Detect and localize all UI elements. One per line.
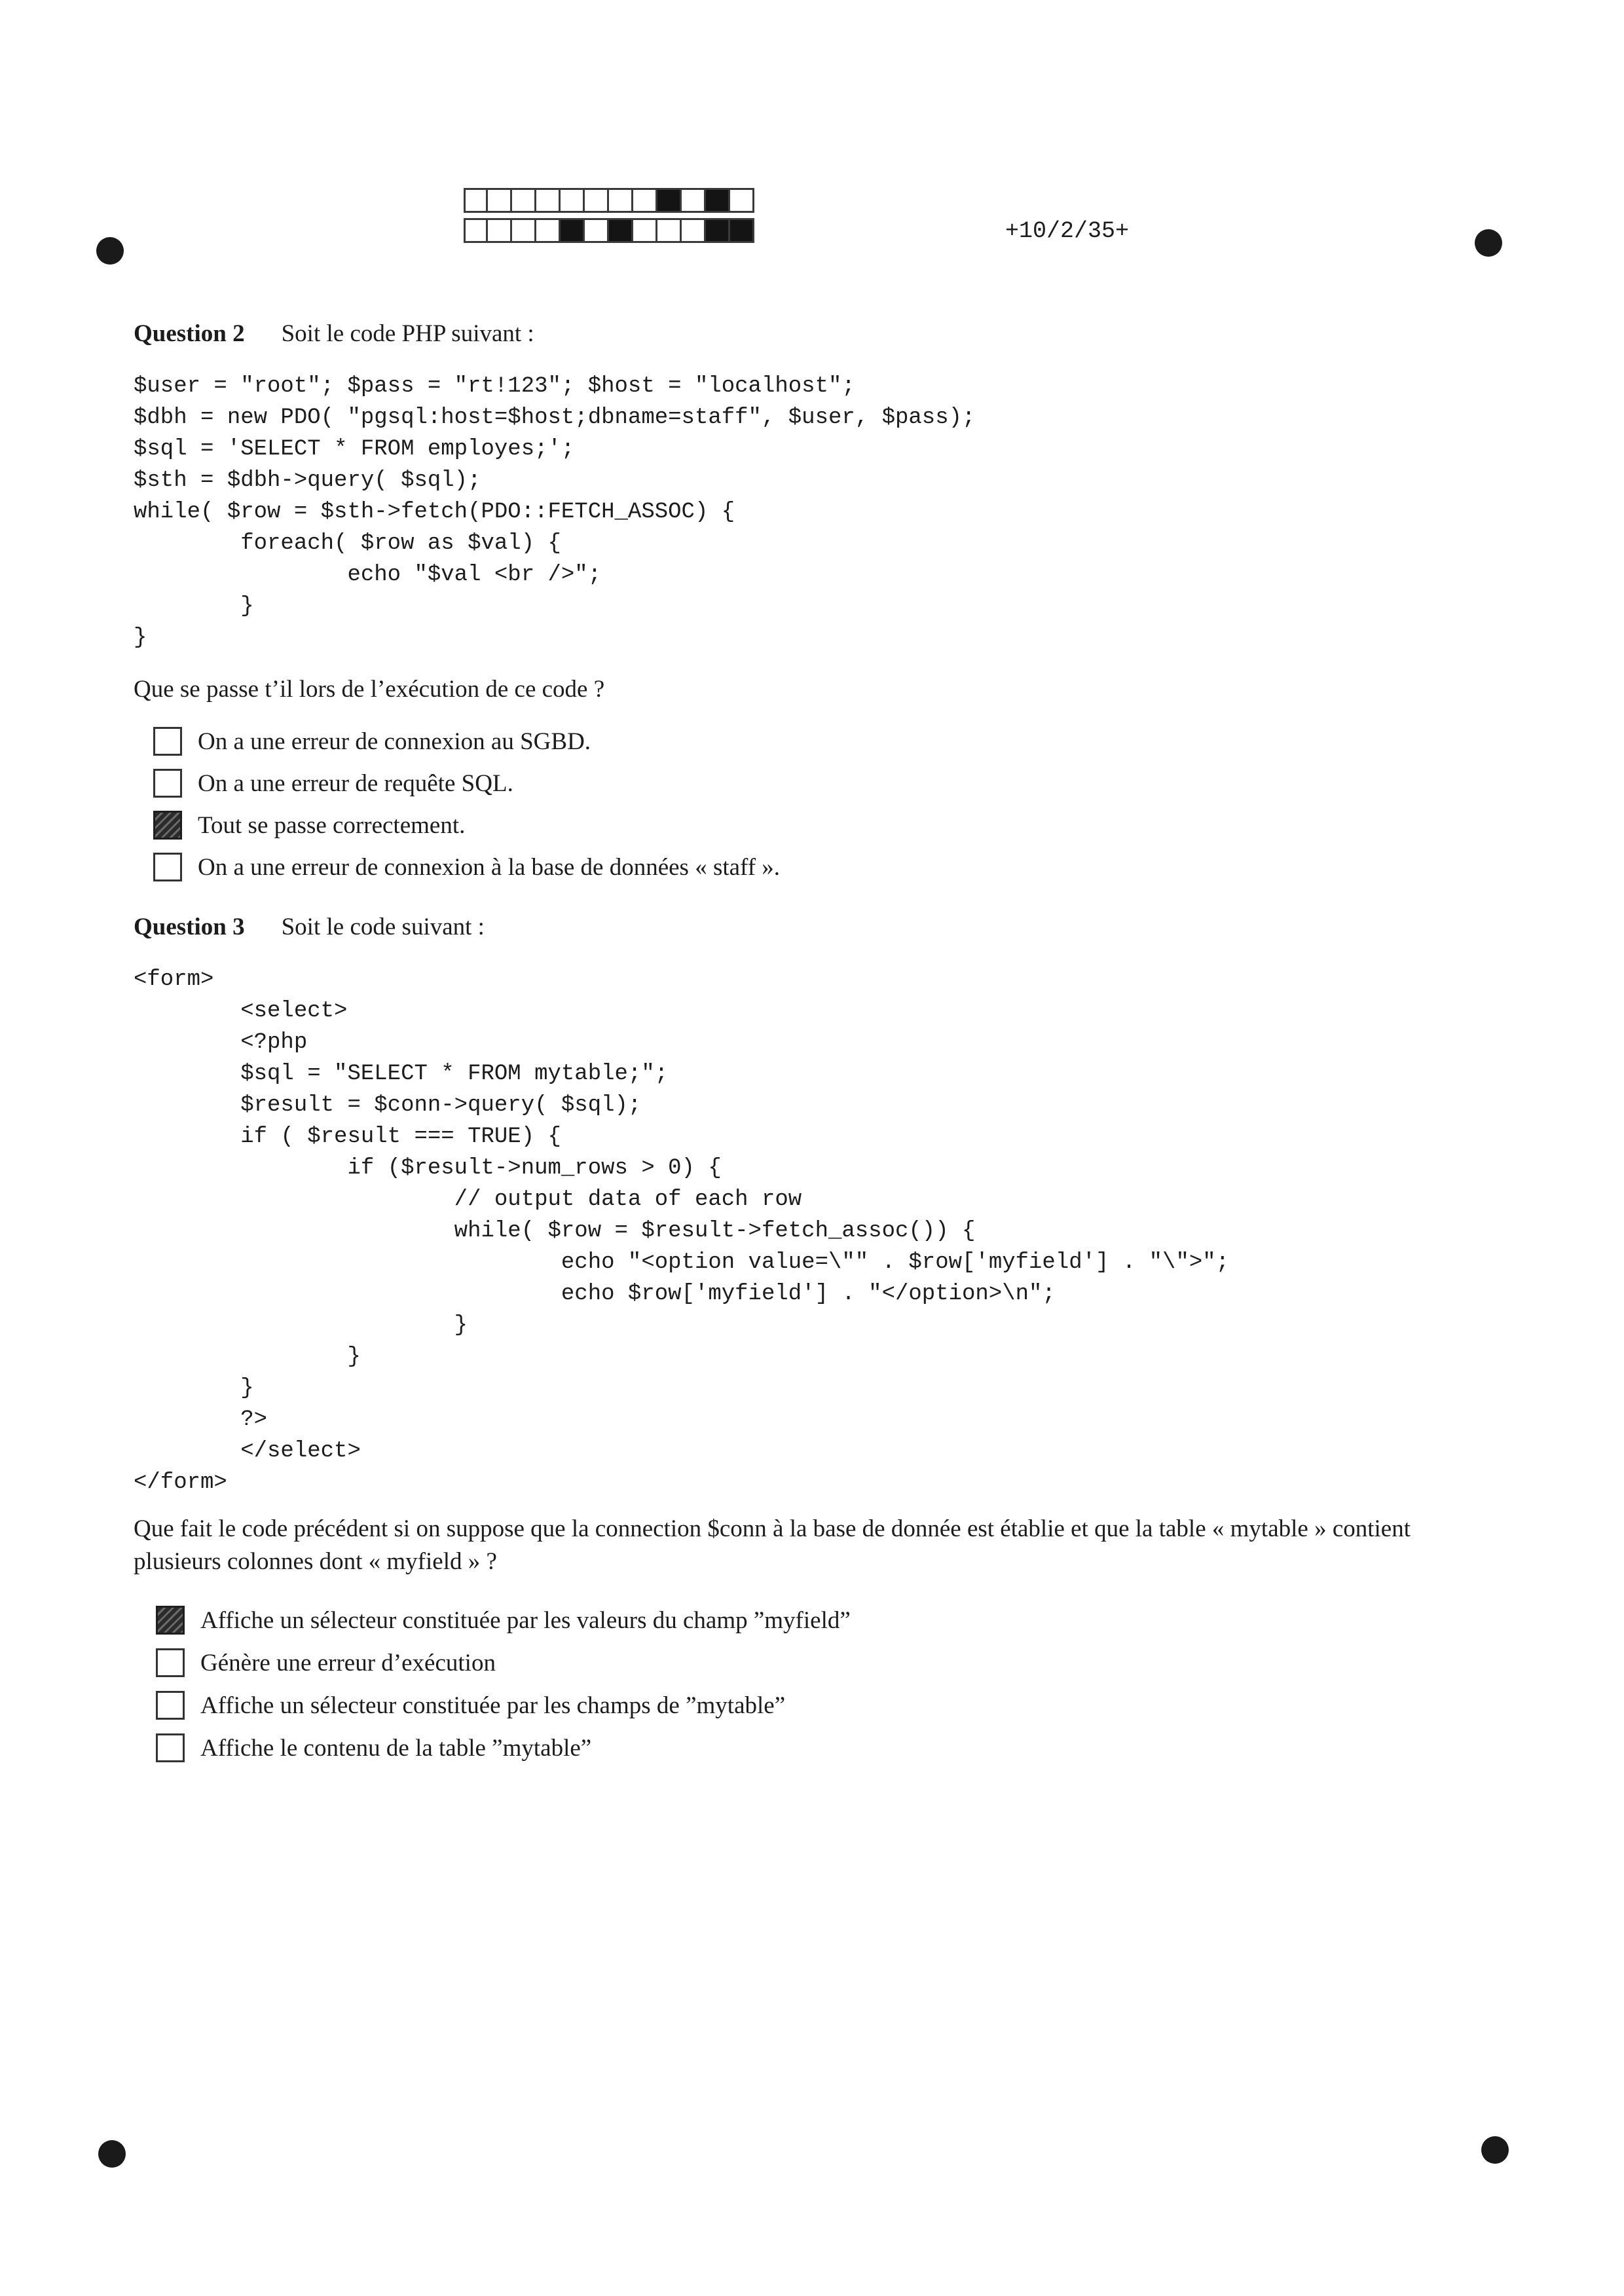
binary-cell [730, 188, 754, 213]
q2-choice-2-checkbox[interactable] [153, 769, 182, 798]
binary-cell [464, 188, 488, 213]
q3-choice-2-checkbox[interactable] [156, 1648, 185, 1677]
binary-cell [730, 218, 754, 243]
binary-cell [585, 218, 609, 243]
binary-cell [561, 218, 585, 243]
binary-cell [657, 188, 682, 213]
binary-code-row-1 [464, 188, 754, 213]
binary-cell [682, 188, 706, 213]
q3-choice-1-checkbox[interactable] [156, 1606, 185, 1635]
q3-choice-1-label: Affiche un sélecteur constituée par les valeurs du champ ”myfield” [200, 1606, 851, 1634]
q3-choice-3-label: Affiche un sélecteur constituée par les champs de ”mytable” [200, 1692, 786, 1719]
registration-mark-top-right [1475, 229, 1502, 257]
question-3-code: <form> <select> <?php $sql = "SELECT * FROM mytable;"; $result = $conn->query( $sql); if ( $result === TRUE) { if ($result->num_rows > 0) { // output data of each row while( $row = $result->fetch_assoc()) { echo "<option value=\"" . $row['myfield'] . "\">"; echo $row['myfield'] . "</option>\n"; } } } ?> </select> </form> [134, 967, 1230, 1495]
binary-cell [706, 218, 730, 243]
q2-choice-3 [153, 811, 465, 840]
q2-choice-4 [153, 853, 780, 881]
binary-cell [488, 188, 512, 213]
q3-choice-2-label: Génère une erreur d’exécution [200, 1649, 496, 1676]
q3-choice-4-checkbox[interactable] [156, 1733, 185, 1762]
registration-mark-bottom-left [98, 2140, 126, 2168]
binary-cell [657, 218, 682, 243]
binary-cell [609, 218, 633, 243]
question-3-heading [134, 913, 485, 941]
q3-choice-2 [156, 1648, 496, 1677]
binary-cell [464, 218, 488, 243]
binary-cell [585, 188, 609, 213]
registration-mark-bottom-right [1481, 2136, 1509, 2164]
q2-choice-4-label: On a une erreur de connexion à la base de données « staff ». [198, 853, 781, 881]
question-3-label: Question 3 [134, 914, 245, 940]
question-3-prompt: Que fait le code précédent si on suppose que la connection $conn à la base de donnée est établie et que la table « mytable » contient plusieurs colonnes dont « myfield » ? [134, 1515, 1411, 1575]
question-2-intro: Soit le code PHP suivant : [281, 320, 534, 347]
binary-code-row-2 [464, 218, 754, 243]
q3-choice-3 [156, 1691, 785, 1720]
q2-choice-4-checkbox[interactable] [153, 853, 182, 881]
binary-cell [609, 188, 633, 213]
q2-choice-2 [153, 769, 513, 798]
binary-cell [633, 188, 657, 213]
q3-choice-4-label: Affiche le contenu de la table ”mytable” [200, 1734, 592, 1762]
q3-choice-3-checkbox[interactable] [156, 1691, 185, 1720]
question-2-label: Question 2 [134, 320, 245, 347]
q2-choice-1 [153, 727, 591, 756]
binary-cell [682, 218, 706, 243]
question-2-code: $user = "root"; $pass = "rt!123"; $host = "localhost"; $dbh = new PDO( "pgsql:host=$host;dbname=staff", $user, $pass); $sql = 'SELECT * FROM employes;'; $sth = $dbh->query( $sql); while( $row = $sth->fetch(PDO::FETCH_ASSOC) { foreach( $row as $val) { echo "$val <br />"; } } [134, 374, 976, 650]
binary-cell [536, 218, 561, 243]
binary-cell [512, 188, 536, 213]
question-3-intro: Soit le code suivant : [281, 914, 485, 940]
question-2-heading [134, 320, 534, 348]
binary-cell [633, 218, 657, 243]
q2-choice-1-checkbox[interactable] [153, 727, 182, 756]
binary-cell [536, 188, 561, 213]
binary-cell [706, 188, 730, 213]
page-identifier: +10/2/35+ [1005, 218, 1130, 244]
q2-choice-3-checkbox[interactable] [153, 811, 182, 840]
q2-choice-1-label: On a une erreur de connexion au SGBD. [198, 728, 591, 755]
q3-choice-1 [156, 1606, 851, 1635]
q2-choice-3-label: Tout se passe correctement. [198, 811, 466, 839]
q3-choice-4 [156, 1733, 591, 1762]
binary-cell [512, 218, 536, 243]
question-2-prompt: Que se passe t’il lors de l’exécution de ce code ? [134, 676, 605, 703]
q2-choice-2-label: On a une erreur de requête SQL. [198, 769, 513, 797]
binary-cell [488, 218, 512, 243]
registration-mark-top-left [96, 237, 124, 265]
binary-cell [561, 188, 585, 213]
